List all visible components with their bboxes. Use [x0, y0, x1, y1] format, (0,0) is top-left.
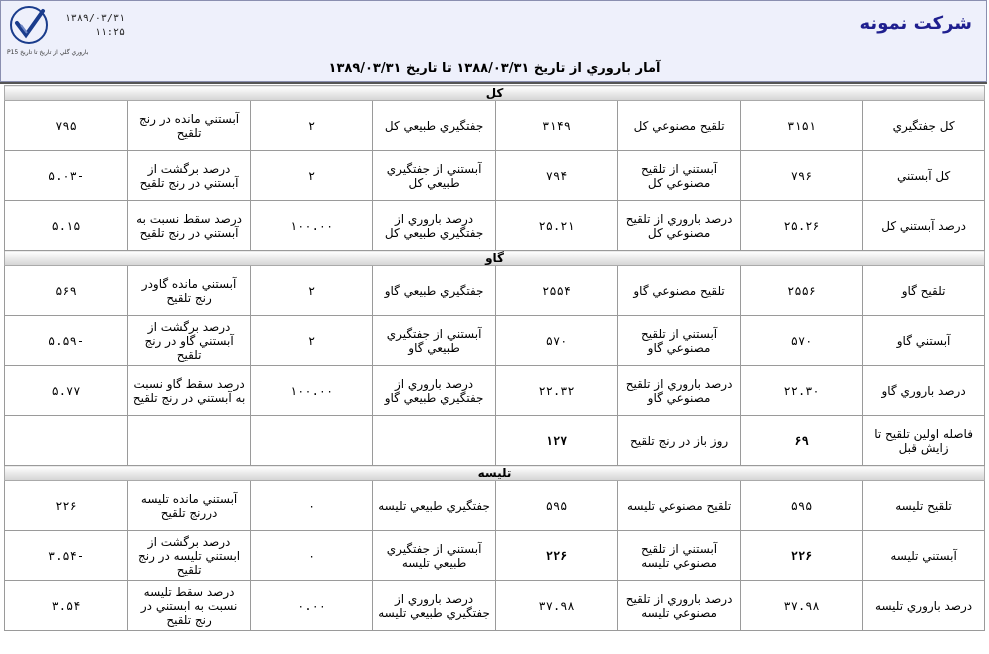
stat-value: ۲۲.۳۰ [741, 366, 863, 416]
table-row [5, 316, 985, 366]
table-row [5, 531, 985, 581]
stat-label: درصد سقط تليسه نسبت به ابستني در رنج تلقيح [128, 581, 251, 631]
section-title: کل [5, 86, 985, 101]
fertility-stats-table [4, 85, 985, 631]
stat-value: ۰ [251, 531, 373, 581]
title-divider [0, 82, 987, 84]
stat-value: ۵۷۰ [496, 316, 618, 366]
stat-label: کل آبستني [863, 151, 985, 201]
stat-value: ۲ [251, 266, 373, 316]
stat-label: درصد باروري از تلقيح مصنوعي گاو [618, 366, 741, 416]
stat-value: ۲ [251, 316, 373, 366]
stat-value: ۷۹۶ [741, 151, 863, 201]
stat-value [5, 416, 128, 466]
stat-label: درصد برگشت از آبستني گاو در رنج تلقيح [128, 316, 251, 366]
stat-label: درصد باروري از جفتگيري طبيعي گاو [373, 366, 496, 416]
stat-value [251, 416, 373, 466]
stat-value: -۵.۵۹ [5, 316, 128, 366]
stat-label: درصد برگشت از ابستني تليسه در رنج تلقيح [128, 531, 251, 581]
table-row [5, 201, 985, 251]
stat-value: ۷۹۴ [496, 151, 618, 201]
stat-label: درصد باروري تليسه [863, 581, 985, 631]
stat-value: ۲ [251, 151, 373, 201]
report-date: ۱۳۸۹/۰۳/۳۱ [64, 13, 125, 24]
stat-label: کل جفتگيري [863, 101, 985, 151]
stat-value: ۲ [251, 101, 373, 151]
stat-label: آبستني از جفتگيري طبيعي تليسه [373, 531, 496, 581]
report-title: آمار باروري از تاريخ ۱۳۸۸/۰۳/۳۱ تا تاريخ ۱۳۸۹/۰۳/۳۱ [328, 61, 661, 76]
stat-label [373, 416, 496, 466]
stat-label: آبستني تليسه [863, 531, 985, 581]
report-time: ۱۱:۲۵ [94, 27, 125, 38]
stat-label: آبستني مانده تليسه دررنج تلقيح [128, 481, 251, 531]
stat-value: ۲۵.۲۶ [741, 201, 863, 251]
section-title: گاو [5, 251, 985, 266]
stat-label: درصد آبستني کل [863, 201, 985, 251]
stat-value: ۵۹۵ [496, 481, 618, 531]
stat-value: ۶۹ [741, 416, 863, 466]
stat-label: آبستني از جفتگيري طبيعي کل [373, 151, 496, 201]
stat-value: ۱۲۷ [496, 416, 618, 466]
stat-label: آبستني از تلقيح مصنوعي تليسه [618, 531, 741, 581]
stat-value: ۵.۱۵ [5, 201, 128, 251]
table-row [5, 366, 985, 416]
stat-label: درصد باروري از جفتگيري طبيعي کل [373, 201, 496, 251]
report-header [0, 0, 987, 82]
stat-label: تلقيح مصنوعي گاو [618, 266, 741, 316]
stat-label: تلقيح گاو [863, 266, 985, 316]
checkmark-logo-icon [9, 5, 49, 45]
stat-value: ۲۲۶ [5, 481, 128, 531]
table-row [5, 151, 985, 201]
stat-label: آبستني مانده در رنج تلقيح [128, 101, 251, 151]
stat-label: آبستني گاو [863, 316, 985, 366]
section-header [5, 466, 985, 481]
stat-label: آبستني از تلقيح مصنوعي گاو [618, 316, 741, 366]
stat-value: ۳۱۴۹ [496, 101, 618, 151]
table-row [5, 581, 985, 631]
stat-value: ۷۹۵ [5, 101, 128, 151]
stat-label: جفتگيري طبيعي کل [373, 101, 496, 151]
stat-value: ۳۷.۹۸ [741, 581, 863, 631]
stat-value: ۲۲۶ [741, 531, 863, 581]
stat-value: ۵۶۹ [5, 266, 128, 316]
stat-value: ۲۵۵۴ [496, 266, 618, 316]
stat-value: ۳.۵۴ [5, 581, 128, 631]
stat-value: -۳.۵۴ [5, 531, 128, 581]
stat-value: ۲۵.۲۱ [496, 201, 618, 251]
stat-value: ۱۰۰.۰۰ [251, 366, 373, 416]
stat-value: ۵۹۵ [741, 481, 863, 531]
stat-label: تلقيح مصنوعي کل [618, 101, 741, 151]
stat-label: درصد باروري از جفتگيري طبيعي تليسه [373, 581, 496, 631]
stat-label: درصد باروري از تلقيح مصنوعي تليسه [618, 581, 741, 631]
company-name: شرکت نمونه [859, 13, 972, 34]
report-note: باروري گلي از تاريخ تا تاريخ P15 [7, 49, 89, 56]
stat-value: ۱۰۰.۰۰ [251, 201, 373, 251]
section-header [5, 251, 985, 266]
stat-label: درصد باروري از تلقيح مصنوعي کل [618, 201, 741, 251]
stat-label [128, 416, 251, 466]
stat-value: ۲۲.۳۲ [496, 366, 618, 416]
stat-value: -۵.۰۳ [5, 151, 128, 201]
stat-label: درصد سقط نسبت به آبستني در رنج تلقيح [128, 201, 251, 251]
stat-label: آبستني مانده گاودر رنج تلقيح [128, 266, 251, 316]
stat-value: ۳۷.۹۸ [496, 581, 618, 631]
stat-label: درصد سقط گاو نسبت به آبستني در رنج تلقيح [128, 366, 251, 416]
table-row [5, 416, 985, 466]
stat-value: ۲۵۵۶ [741, 266, 863, 316]
stat-label: تلقيح تليسه [863, 481, 985, 531]
stat-label: آبستني از تلقيح مصنوعي کل [618, 151, 741, 201]
stat-label: درصد باروري گاو [863, 366, 985, 416]
section-header [5, 86, 985, 101]
stat-label: جفتگيري طبيعي تليسه [373, 481, 496, 531]
stat-value: ۳۱۵۱ [741, 101, 863, 151]
table-row [5, 481, 985, 531]
table-row [5, 101, 985, 151]
stat-label: تلقيح مصنوعي تليسه [618, 481, 741, 531]
stat-value: ۵.۷۷ [5, 366, 128, 416]
stat-label: آبستني از جفتگيري طبيعي گاو [373, 316, 496, 366]
table-row [5, 266, 985, 316]
stat-value: ۵۷۰ [741, 316, 863, 366]
stat-value: ۰ [251, 481, 373, 531]
stat-label: درصد برگشت از آبستني در رنج تلقيح [128, 151, 251, 201]
section-title: تليسه [5, 466, 985, 481]
stat-label: جفتگيري طبيعي گاو [373, 266, 496, 316]
stat-value: ۰.۰۰ [251, 581, 373, 631]
stat-label: روز باز در رنج تلقيح [618, 416, 741, 466]
stat-label: فاصله اولين تلقيح تا زايش قبل [863, 416, 985, 466]
stat-value: ۲۲۶ [496, 531, 618, 581]
